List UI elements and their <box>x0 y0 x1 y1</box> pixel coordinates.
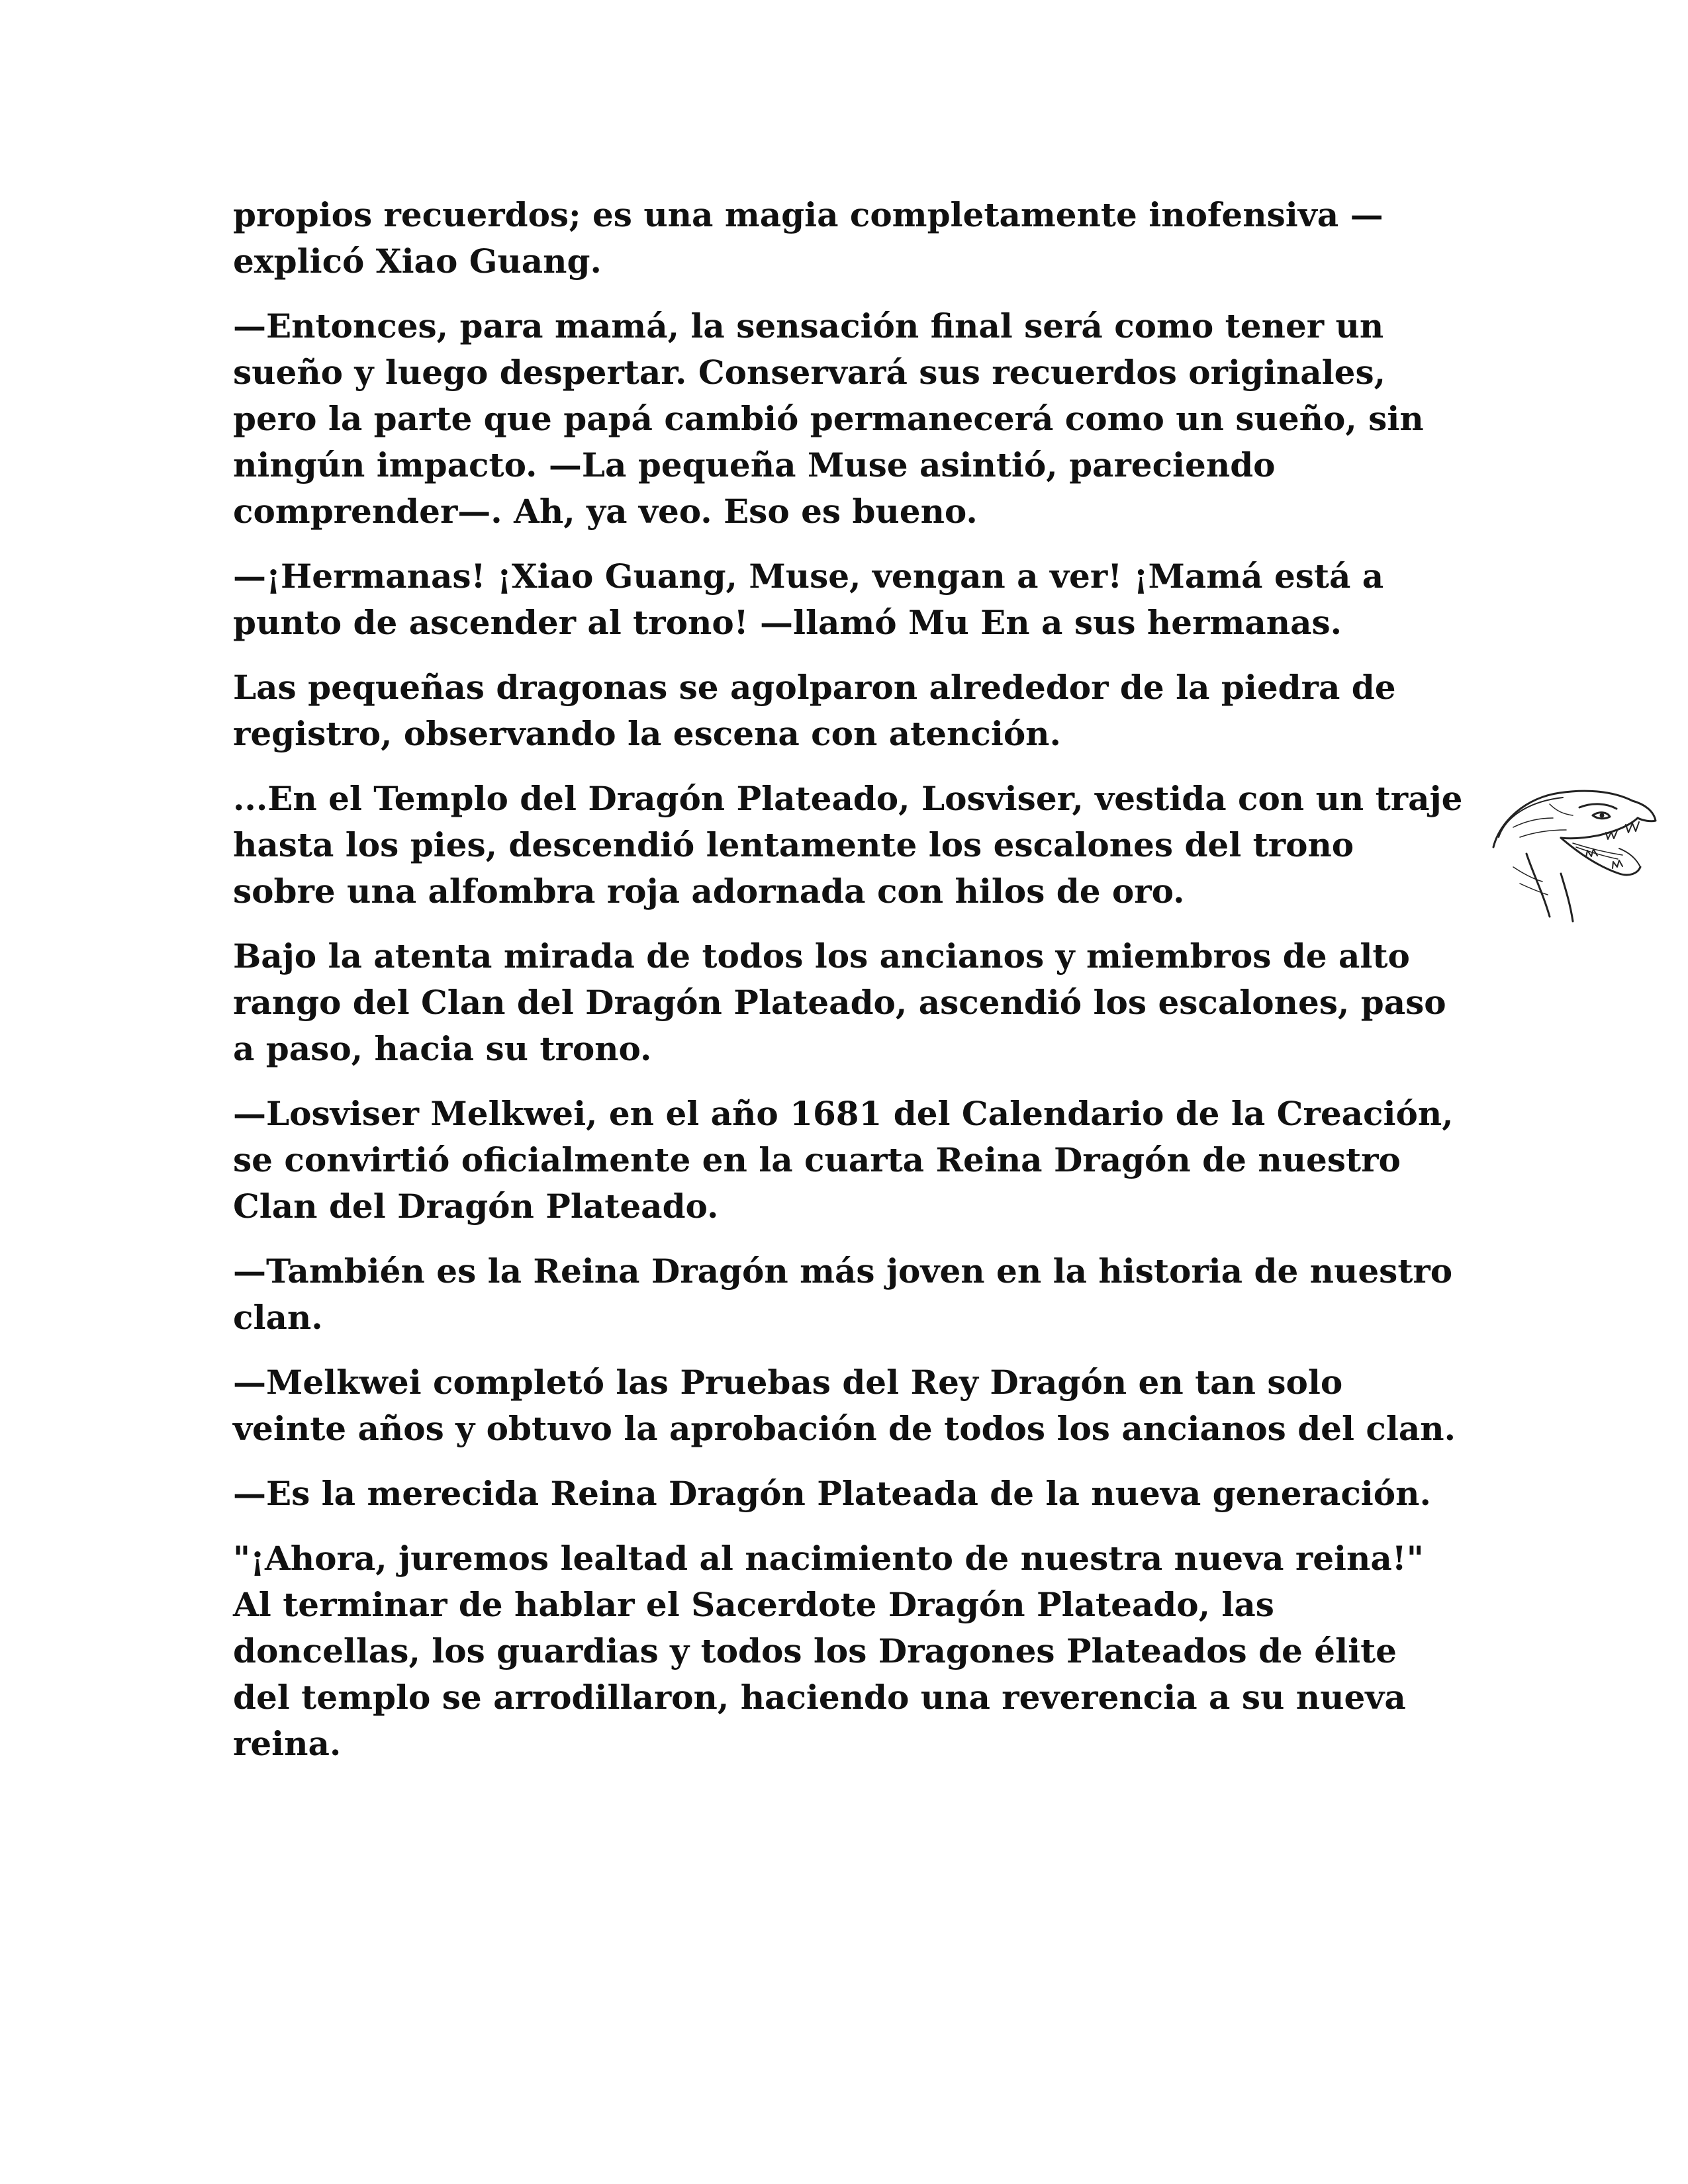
paragraph-5: ...En el Templo del Dragón Plateado, Losviser, vestida con un traje hasta los pies, descendió lentamente los escalones del trono sobre una alfombra roja adornada con hilos de oro. <box>233 779 1463 911</box>
paragraph-11: "¡Ahora, juremos lealtad al nacimiento de nuestra nueva reina!" Al terminar de hablar el Sacerdote Dragón Plateado, las doncellas, los guardias y todos los Dragones Plateados de élite del templo se arrodillaron, haciendo una reverencia a su nueva reina. <box>233 1539 1424 1763</box>
paragraph-4: Las pequeñas dragonas se agolparon alrededor de la piedra de registro, observando la escena con atención. <box>233 668 1396 753</box>
paragraph-8: —También es la Reina Dragón más joven en la historia de nuestro clan. <box>233 1251 1453 1337</box>
body-text <box>233 192 1464 1786</box>
paragraph-9: —Melkwei completó las Pruebas del Rey Dragón en tan solo veinte años y obtuvo la aprobación de todos los ancianos del clan. <box>233 1363 1456 1448</box>
paragraph-1: propios recuerdos; es una magia completamente inofensiva —explicó Xiao Guang. <box>233 195 1383 281</box>
paragraph-6: Bajo la atenta mirada de todos los ancianos y miembros de alto rango del Clan del Dragón Plateado, ascendió los escalones, paso a paso, hacia su trono. <box>233 936 1446 1068</box>
paragraph-3: —¡Hermanas! ¡Xiao Guang, Muse, vengan a ver! ¡Mamá está a punto de ascender al trono! —llamó Mu En a sus hermanas. <box>233 557 1384 642</box>
paragraph-2: —Entonces, para mamá, la sensación final será como tener un sueño y luego despertar. Conservará sus recuerdos originales, pero la parte que papá cambió permanecerá como un sueño, sin ningún impacto. —La pequeña Muse asintió, pareciendo comprender—. Ah, ya veo. Eso es bueno. <box>233 306 1424 531</box>
paragraph-7: —Losviser Melkwei, en el año 1681 del Calendario de la Creación, se convirtió oficialmente en la cuarta Reina Dragón de nuestro Clan del Dragón Plateado. <box>233 1094 1454 1226</box>
paragraph-10: —Es la merecida Reina Dragón Plateada de la nueva generación. <box>233 1474 1431 1513</box>
dragon-head-sketch-icon <box>1487 774 1659 927</box>
